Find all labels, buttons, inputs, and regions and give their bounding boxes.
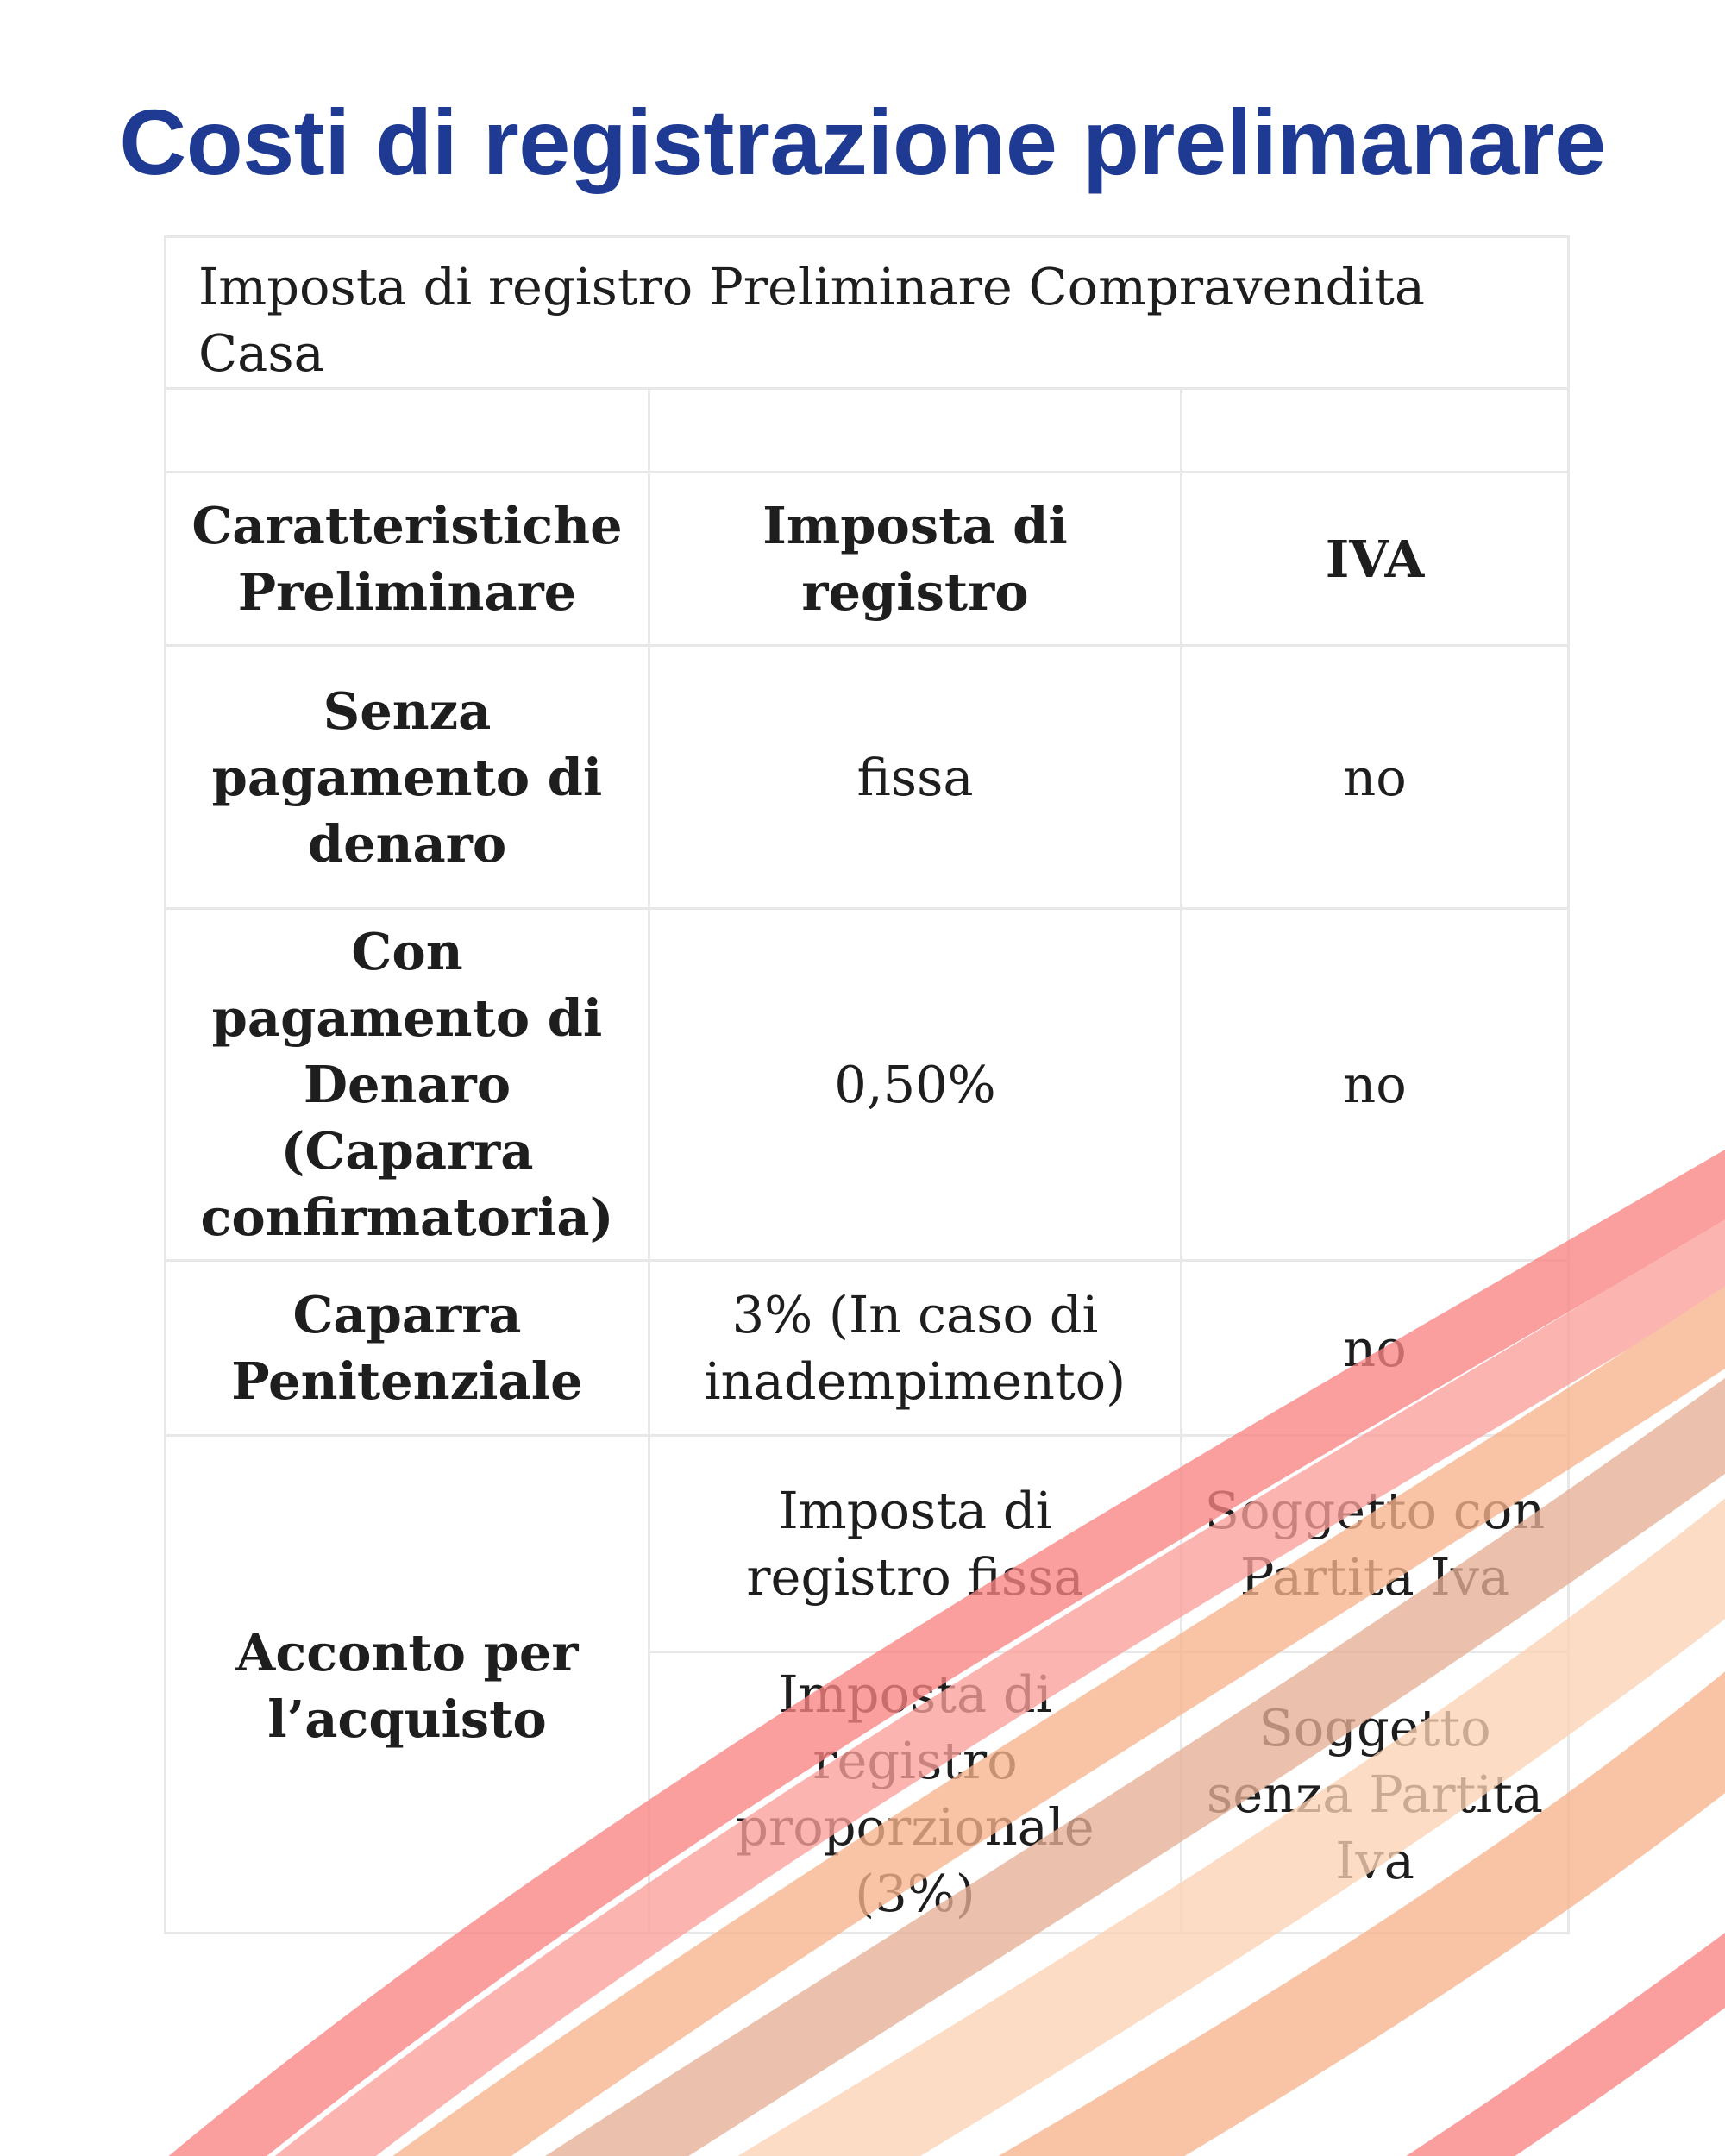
header-iva: IVA <box>1325 529 1425 589</box>
row-senza-pagamento-label: Senza pagamento di denaro <box>211 680 603 874</box>
row-caparra-penitenziale-iva: no <box>1343 1318 1407 1378</box>
row-senza-pagamento-iva: no <box>1343 747 1407 807</box>
row-con-pagamento-label: Con pagamento di Denaro (Caparra confirmatoria) <box>200 922 614 1247</box>
row-con-pagamento-iva: no <box>1343 1055 1407 1114</box>
row-senza-pagamento-imposta: fissa <box>856 747 974 807</box>
row-con-pagamento-imposta: 0,50% <box>834 1055 996 1114</box>
header-caratteristiche: Caratteristiche Preliminare <box>191 496 623 622</box>
header-imposta: Imposta di registro <box>762 496 1068 622</box>
table-title: Imposta di registro Preliminare Compravendita Casa <box>198 257 1426 383</box>
row-divider <box>166 387 1567 390</box>
ribbon-band <box>1035 1932 1725 2156</box>
row-caparra-penitenziale-imposta: 3% (In caso di inadempimento) <box>704 1285 1126 1411</box>
row-acconto-imposta-proporzionale: Imposta di registro proporzionale (3%) <box>736 1664 1095 1923</box>
row-acconto-imposta-fissa: Imposta di registro fissa <box>746 1481 1084 1607</box>
row-acconto-iva-senza-partita: Soggetto senza Partita Iva <box>1206 1697 1544 1890</box>
row-acconto-iva-con-partita: Soggetto con Partita Iva <box>1204 1481 1546 1607</box>
page-title: Costi di registrazione prelimanare <box>119 90 1606 194</box>
row-caparra-penitenziale-label: Caparra Penitenziale <box>231 1285 583 1411</box>
row-acconto-label: Acconto per l’acquisto <box>235 1622 579 1749</box>
registration-cost-table <box>164 235 1570 1934</box>
